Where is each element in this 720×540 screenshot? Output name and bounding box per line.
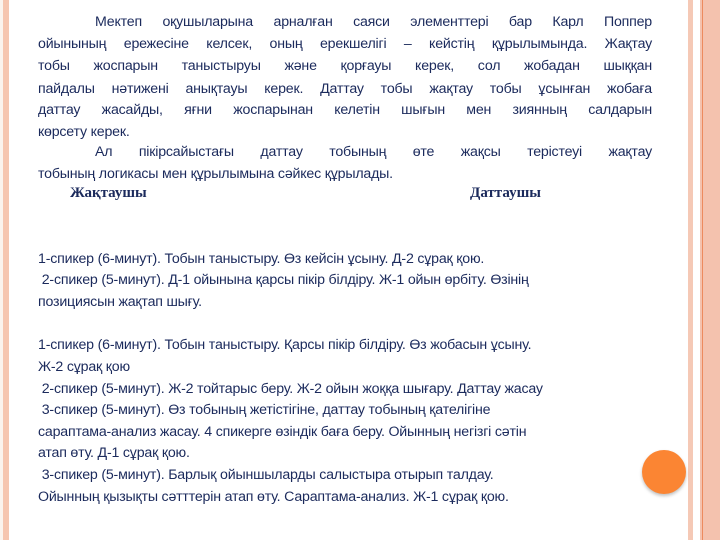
section2-line: атап өту. Д-1 сұрақ қою. <box>38 445 190 461</box>
right-border-band <box>700 0 720 540</box>
paragraph-line: даттау жасайды, яғни жоспарынан келетін шығын мен зиянның салдарын <box>38 102 652 118</box>
section2-line: сараптама-анализ жасау. 4 спикерге өзіндік баға беру. Ойынның негізгі сәтін <box>38 424 527 440</box>
right-border-line <box>702 0 703 540</box>
paragraph-line: пайдалы нәтижені анықтауы керек. Даттау тобы жақтау тобы ұсынған жобаға <box>38 81 652 97</box>
paragraph-line: тобының логикасы мен құрылымына сәйкес құрылады. <box>38 166 393 182</box>
heading-opponents: Даттаушы <box>470 185 541 201</box>
section2-line: 2-спикер (5-минут). Ж-2 тойтарыс беру. Ж-2 ойын жоққа шығару. Даттау жасау <box>38 381 543 397</box>
section2-line: Ж-2 сұрақ қою <box>38 359 130 375</box>
section1-line: позициясын жақтап шығу. <box>38 294 202 310</box>
heading-supporters: Жақтаушы <box>70 185 147 201</box>
right-border-stripe <box>688 0 693 540</box>
paragraph-line: тобы жоспарын таныстыруы және қорғауы керек, сол жобадан шыққан <box>38 58 652 74</box>
paragraph-line: Мектеп оқушыларына арналған саяси элементтері бар Карл Поппер <box>95 14 652 30</box>
section2-line: 1-спикер (6-минут). Тобын таныстыру. Қарсы пікір білдіру. Өз жобасын ұсыну. <box>38 337 532 353</box>
section2-line: 3-спикер (5-минут). Барлық ойыншыларды салыстыра отырып талдау. <box>38 467 494 483</box>
section1-line: 2-спикер (5-минут). Д-1 ойынына қарсы пікір білдіру. Ж-1 ойын өрбіту. Өзінің <box>38 272 529 288</box>
section1-line: 1-спикер (6-минут). Тобын таныстыру. Өз кейсін ұсыну. Д-2 сұрақ қою. <box>38 251 485 267</box>
paragraph-line: көрсету керек. <box>38 124 130 140</box>
paragraph-line: ойынының ережесіне келсек, оның ерекшелігі – кейстің құрылымында. Жақтау <box>38 36 652 52</box>
left-border-band <box>3 0 9 540</box>
section2-line: 3-спикер (5-минут). Өз тобының жетістігіне, даттау тобының қателігіне <box>38 402 491 418</box>
section2-line: Ойынның қызықты сәтттерін атап өту. Сараптама-анализ. Ж-1 сұрақ қою. <box>38 489 509 505</box>
paragraph-line: Ал пікірсайыстағы даттау тобының өте жақсы терістеуі жақтау <box>95 144 652 160</box>
